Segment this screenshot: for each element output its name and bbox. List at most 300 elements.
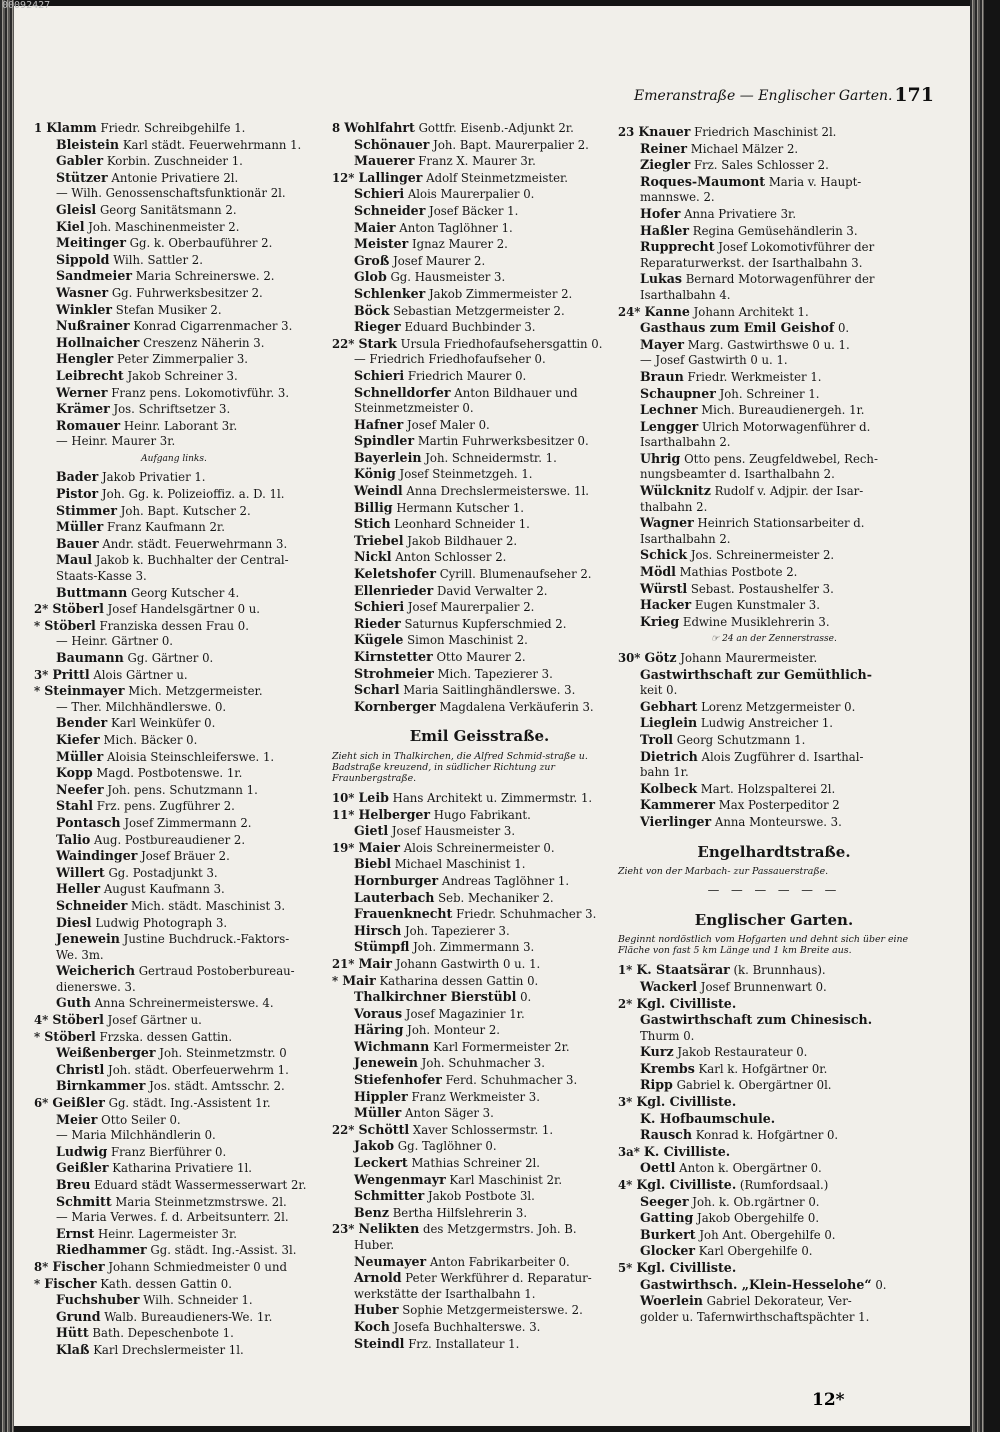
resident-details: Alois Zugführer d. Isarthal- [701, 749, 864, 764]
resident-details: Lorenz Metzgermeister 0. [701, 699, 856, 714]
directory-entry [34, 1112, 314, 1129]
house-number: * [34, 684, 45, 699]
directory-entry [618, 1094, 930, 1111]
directory-entry [332, 1221, 627, 1238]
resident-details: Adolf Steinmetzmeister. [426, 170, 568, 185]
resident-name: Kopp [56, 765, 93, 781]
resident-details: Jakob Obergehilfe 0. [697, 1211, 820, 1226]
resident-name: Leckert [354, 1155, 408, 1171]
resident-name: Schieri [354, 186, 405, 202]
resident-name: Biebl [354, 856, 392, 872]
resident-name: Stimmer [56, 502, 117, 518]
resident-name: Lengger [640, 418, 699, 434]
page-header [634, 84, 934, 106]
resident-details: Mathias Postbote 2. [679, 565, 798, 580]
resident-name: Knauer [638, 124, 691, 139]
house-number: 3* [34, 667, 53, 682]
directory-entry [332, 1302, 627, 1319]
resident-name: Glob [354, 269, 387, 285]
entry-continuation: thalbahn 2. [640, 499, 708, 514]
resident-name: Hollnaicher [56, 334, 140, 350]
resident-name: Wohlfahrt [344, 120, 415, 135]
directory-entry [332, 649, 627, 666]
directory-entry [332, 1138, 627, 1155]
directory-entry [618, 206, 930, 223]
directory-entry [34, 120, 314, 137]
resident-name: Burkert [640, 1226, 696, 1242]
directory-entry [618, 781, 930, 798]
directory-entry [332, 682, 627, 699]
house-number: 3a* [618, 1144, 644, 1159]
directory-entry [332, 170, 627, 187]
resident-details: Friedr. Schuhmacher 3. [456, 907, 597, 922]
resident-details: Anton Säger 3. [405, 1106, 494, 1121]
directory-entry [332, 890, 627, 907]
house-number: 8 [332, 121, 345, 135]
directory-entry [34, 552, 314, 569]
resident-name: Lieglein [640, 715, 698, 731]
directory-entry [34, 202, 314, 219]
directory-entry [34, 715, 314, 732]
resident-name: Böck [354, 302, 390, 318]
entry-continuation: Staats-Kasse 3. [56, 569, 147, 584]
house-number: 23* [332, 1222, 359, 1237]
resident-details: Michael Maschinist 1. [394, 857, 526, 872]
resident-details: Karl Drechslermeister 1l. [93, 1342, 244, 1357]
directory-entry [332, 666, 627, 683]
separator-dashes: — — — — — — [707, 883, 841, 898]
directory-entry [34, 782, 314, 799]
resident-name: Seeger [640, 1193, 689, 1209]
resident-name: Kornberger [354, 698, 436, 714]
resident-details: Josef Maurer 2. [393, 253, 486, 268]
resident-details: (Rumfordsaal.) [739, 1178, 829, 1193]
resident-details: Gg. Gärtner 0. [127, 651, 214, 665]
resident-details: Anna Privatiere 3r. [684, 206, 797, 221]
resident-name: Stich [354, 516, 391, 532]
resident-name: Maul [56, 552, 93, 568]
directory-entry [618, 547, 930, 564]
directory-entry [332, 1022, 627, 1039]
entry-continuation: — Ther. Milchhändlerswe. 0. [56, 699, 227, 714]
directory-entry [332, 417, 627, 434]
resident-name: Rieder [354, 615, 401, 631]
resident-name: Werner [56, 384, 108, 400]
street-heading: Engelhardtstraße. [697, 842, 851, 861]
directory-entry [34, 302, 314, 319]
resident-name: Stützer [56, 169, 108, 185]
resident-details: Cyrill. Blumenaufseher 2. [439, 567, 592, 582]
directory-entry [332, 220, 627, 237]
resident-details: Gg. k. Oberbauführer 2. [129, 236, 273, 251]
resident-details: Ferd. Schuhmacher 3. [445, 1073, 578, 1088]
resident-name: Benz [354, 1204, 389, 1220]
resident-details: Gertraud Postoberbureau- [138, 964, 295, 979]
directory-entry [332, 1089, 627, 1106]
resident-details: Frz. Installateur 1. [408, 1336, 520, 1351]
directory-entry [332, 1155, 627, 1172]
resident-name: Neefer [56, 781, 104, 797]
house-number: 3* [618, 1095, 637, 1110]
house-number: 8* [34, 1259, 53, 1274]
resident-name: Mair [342, 972, 376, 988]
resident-details: Josef Gärtner u. [107, 1013, 202, 1028]
resident-details: Maria v. Haupt- [768, 174, 862, 189]
resident-details: Johann Architekt 1. [693, 304, 809, 319]
directory-entry [332, 856, 627, 873]
resident-name: Schlenker [354, 285, 426, 301]
resident-name: Rieger [354, 319, 401, 335]
resident-name: Götz [644, 650, 677, 665]
resident-name: Lallinger [358, 169, 423, 185]
resident-details: Hans Architekt u. Zimmermstr. 1. [392, 790, 593, 805]
directory-entry [332, 583, 627, 600]
resident-details: Katharina dessen Gattin 0. [379, 973, 539, 988]
directory-entry [34, 915, 314, 932]
house-number: 19* [332, 840, 359, 855]
directory-entry [34, 268, 314, 285]
resident-details: Martin Fuhrwerksbesitzer 0. [417, 434, 589, 449]
resident-name: Sippold [56, 251, 110, 267]
resident-details: Kath. dessen Gattin 0. [100, 1276, 232, 1291]
directory-entry [34, 153, 314, 170]
directory-entry [34, 765, 314, 782]
resident-name: Kiefer [56, 731, 100, 747]
resident-details: Josef Maurerpalier 2. [407, 600, 535, 615]
directory-entry [332, 203, 627, 220]
directory-entry [34, 486, 314, 503]
resident-details: Alois Schreinermeister 0. [403, 840, 555, 855]
resident-name: Meitinger [56, 235, 126, 251]
resident-name: Würstl [640, 580, 688, 596]
resident-name: Schick [640, 547, 688, 563]
resident-details: Joh. Maschinenmeister 2. [88, 219, 240, 234]
resident-details: Anna Drechslermeisterswe. 1l. [406, 484, 589, 499]
resident-name: Bayerlein [354, 449, 422, 465]
resident-name: Mödl [640, 564, 676, 580]
directory-entry [34, 995, 314, 1012]
directory-entry [34, 650, 314, 667]
resident-details: Walb. Bureaudieners-We. 1r. [104, 1309, 273, 1324]
resident-details: Katharina Privatiere 1l. [112, 1161, 252, 1176]
resident-details: Leonhard Schneider 1. [394, 517, 530, 532]
resident-details: Gottfr. Eisenb.-Adjunkt 2r. [418, 121, 574, 135]
directory-entry [618, 157, 930, 174]
resident-name: Schnelldorfer [354, 384, 451, 400]
resident-name: Kgl. Civilliste. [636, 1094, 737, 1110]
resident-details: Jakob Zimmermeister 2. [428, 286, 573, 301]
resident-details: Josef Maler 0. [407, 417, 490, 432]
directory-entry [618, 564, 930, 581]
resident-name: Weißenberger [56, 1045, 156, 1061]
directory-entry [618, 515, 930, 532]
directory-entry [34, 931, 314, 948]
directory-entry [332, 1188, 627, 1205]
resident-details: Aug. Postbureaudiener 2. [94, 832, 246, 847]
resident-details: Heinr. Laborant 3r. [123, 418, 238, 433]
resident-details: Simon Maschinist 2. [407, 633, 528, 648]
resident-details: Friedrich Maschinist 2l. [694, 125, 837, 139]
entry-continuation: nungsbeamter d. Isarthalbahn 2. [640, 467, 835, 482]
resident-details: Johann Schmiedmeister 0 und [108, 1259, 287, 1274]
resident-details: Peter Zimmerpalier 3. [117, 352, 249, 367]
directory-entry [34, 1325, 314, 1342]
resident-details: Heinrich Stationsarbeiter d. [697, 516, 865, 531]
resident-details: Mich. Bäcker 0. [103, 732, 198, 747]
resident-details: Hugo Fabrikant. [433, 807, 531, 822]
resident-name: Klaß [56, 1341, 90, 1357]
directory-entry [34, 1276, 314, 1293]
resident-name: Wackerl [640, 978, 698, 994]
resident-details: Karl Formermeister 2r. [433, 1039, 570, 1054]
resident-name: Rausch [640, 1127, 692, 1143]
resident-name: Schneider [56, 897, 128, 913]
directory-entry [34, 503, 314, 520]
resident-details: Johann Maurermeister. [680, 651, 818, 665]
resident-details: Ignaz Maurer 2. [412, 237, 508, 252]
resident-details: Mathias Schreiner 2l. [411, 1156, 540, 1171]
directory-entry [618, 223, 930, 240]
resident-name: Fischer [52, 1258, 105, 1274]
resident-name: Bauer [56, 535, 99, 551]
entry-continuation: Reparaturwerkst. der Isarthalbahn 3. [640, 255, 863, 270]
resident-name: Hengler [56, 351, 114, 367]
directory-entry [332, 566, 627, 583]
resident-details: Ludwig Anstreicher 1. [700, 716, 833, 731]
directory-entry [332, 466, 627, 483]
resident-name: Lauterbach [354, 889, 435, 905]
entry-continuation: bahn 1r. [640, 765, 689, 780]
directory-entry [618, 732, 930, 749]
resident-details: Joh. k. Ob.rgärtner 0. [692, 1194, 820, 1209]
directory-entry [332, 433, 627, 450]
house-number: * [34, 1276, 45, 1291]
resident-name: Klamm [46, 120, 97, 135]
house-number: * [34, 618, 45, 633]
directory-entry [34, 667, 314, 684]
directory-entry [332, 906, 627, 923]
resident-name: Lechner [640, 402, 698, 418]
resident-name: Meister [354, 236, 409, 252]
resident-details: Otto Maurer 2. [436, 650, 526, 664]
directory-entry [618, 597, 930, 614]
directory-entry [34, 318, 314, 335]
resident-name: Stark [358, 335, 397, 351]
directory-entry [332, 807, 627, 824]
resident-name: Haßler [640, 222, 690, 238]
resident-details: Franz pens. Lokomotivführ. 3. [111, 385, 290, 400]
page-number: 171 [894, 84, 934, 106]
resident-details: Alois Maurerpalier 0. [407, 187, 535, 202]
street-description: Zieht von der Marbach- zur Passauerstraße. [618, 866, 829, 878]
directory-entry [618, 1144, 930, 1161]
resident-name: Winkler [56, 301, 113, 317]
directory-entry [618, 749, 930, 766]
directory-entry [618, 1260, 930, 1277]
resident-name: Spindler [354, 433, 415, 449]
directory-entry [34, 469, 314, 486]
resident-details: Karl Obergehilfe 0. [698, 1244, 813, 1259]
directory-entry [332, 303, 627, 320]
resident-name: Krembs [640, 1060, 695, 1076]
directory-entry [34, 1342, 314, 1359]
resident-name: Gastwirthschaft zur Gemüthlich- [640, 666, 872, 682]
directory-entry [332, 286, 627, 303]
resident-details: Otto pens. Zeugfeldwebel, Rech- [684, 451, 878, 466]
house-number: 22* [332, 336, 359, 351]
street-heading: Englischer Garten. [694, 910, 854, 929]
resident-name: Waindinger [56, 848, 138, 864]
directory-entry [332, 1105, 627, 1122]
resident-name: Jakob [354, 1138, 395, 1154]
directory-entry [332, 533, 627, 550]
resident-details: 0. [838, 321, 850, 336]
directory-entry [332, 137, 627, 154]
directory-entry [332, 319, 627, 336]
resident-details: Mich. städt. Maschinist 3. [131, 898, 286, 913]
resident-name: Steinmayer [44, 683, 125, 699]
resident-details: Bernard Motorwagenführer der [685, 272, 875, 287]
directory-entry [618, 451, 930, 468]
directory-entry [618, 715, 930, 732]
resident-name: Wasner [56, 284, 109, 300]
resident-details: Gabriel k. Obergärtner 0l. [676, 1078, 832, 1093]
resident-details: Edwine Musiklehrerin 3. [682, 614, 830, 629]
directory-entry [332, 549, 627, 566]
directory-entry [618, 1111, 930, 1128]
resident-details: Alois Gärtner u. [93, 667, 188, 682]
directory-entry [332, 500, 627, 517]
resident-details: Creszenz Näherin 3. [143, 335, 265, 350]
directory-entry [34, 170, 314, 187]
directory-entry [34, 1029, 314, 1046]
resident-details: Josef Handelsgärtner 0 u. [107, 602, 260, 617]
resident-details: des Metzgermstrs. Joh. B. [422, 1222, 577, 1237]
resident-details: Stefan Musiker 2. [115, 302, 222, 317]
resident-name: König [354, 466, 396, 482]
directory-entry [332, 516, 627, 533]
directory-entry [34, 252, 314, 269]
resident-name: Uhrig [640, 450, 681, 466]
resident-name: Pistor [56, 486, 99, 502]
house-number: 11* [332, 807, 359, 822]
house-number: 4* [34, 1013, 53, 1028]
resident-details: Gg. städt. Ing.-Assistent 1r. [108, 1096, 271, 1111]
resident-details: Jakob Bildhauer 2. [407, 533, 518, 548]
house-number: 23 [618, 125, 639, 139]
entry-continuation: — Friedrich Friedhofaufseher 0. [354, 352, 546, 367]
resident-name: Hafner [354, 416, 404, 432]
resident-details: Ursula Friedhofaufsehersgattin 0. [400, 336, 603, 351]
resident-details: August Kaufmann 3. [103, 882, 225, 897]
directory-entry [618, 667, 930, 684]
resident-name: Rupprecht [640, 239, 715, 255]
directory-entry [618, 814, 930, 831]
directory-entry [332, 873, 627, 890]
resident-name: Geißler [56, 1160, 109, 1176]
resident-details: Eduard Buchbinder 3. [404, 320, 536, 335]
directory-entry [332, 1270, 627, 1287]
entry-continuation: — Heinr. Maurer 3r. [56, 434, 176, 449]
directory-entry [332, 1205, 627, 1222]
resident-name: Müller [56, 519, 104, 535]
directory-entry [332, 253, 627, 270]
directory-entry [332, 1039, 627, 1056]
resident-details: Antonie Privatiere 2l. [111, 170, 239, 185]
house-number: 12* [332, 170, 359, 185]
resident-details: Josef Hausmeister 3. [391, 824, 516, 839]
directory-entry [618, 581, 930, 598]
street-description: Zieht sich in Thalkirchen, die Alfred Schmid-straße u. Badstraße kreuzend, in südlicher Richtung zur Fraunbergstraße. [332, 750, 588, 784]
resident-name: Wichmann [354, 1038, 430, 1054]
resident-name: Riedhammer [56, 1242, 147, 1258]
resident-details: Friedr. Schreibgehilfe 1. [100, 121, 246, 135]
section-note: ☞ 24 an der Zennerstrasse. [711, 634, 837, 645]
directory-entry [618, 141, 930, 158]
resident-details: Joh. Tapezierer 3. [404, 923, 510, 938]
directory-entry [332, 699, 627, 716]
resident-name: Kügele [354, 632, 404, 648]
resident-name: Kgl. Civilliste. [636, 995, 737, 1011]
resident-details: Joh. Schreiner 1. [719, 386, 820, 401]
resident-details: Franz Werkmeister 3. [411, 1089, 540, 1104]
resident-name: Reiner [640, 140, 688, 156]
resident-details: Sebast. Postaushelfer 3. [690, 581, 834, 596]
resident-name: Müller [56, 748, 104, 764]
resident-name: Oettl [640, 1160, 676, 1176]
directory-entry [34, 1078, 314, 1095]
resident-details: Josefa Buchhalterswe. 3. [393, 1319, 541, 1334]
resident-name: Stöberl [52, 601, 104, 617]
resident-name: Sandmeier [56, 268, 132, 284]
resident-name: Müller [354, 1105, 402, 1121]
resident-details: Aloisia Steinschleiferswe. 1. [107, 749, 275, 764]
directory-entry [34, 401, 314, 418]
resident-name: Hacker [640, 597, 692, 613]
resident-details: Andr. städt. Feuerwehrmann 3. [102, 536, 288, 551]
resident-details: Sebastian Metzgermeister 2. [393, 303, 565, 318]
resident-name: Jenewein [56, 931, 120, 947]
resident-name: Kolbeck [640, 780, 698, 796]
resident-name: Dietrich [640, 748, 698, 764]
resident-details: Josef Lokomotivführer der [718, 240, 875, 255]
resident-name: Wülcknitz [640, 483, 711, 499]
directory-entry [332, 923, 627, 940]
resident-name: Schöttl [358, 1121, 410, 1137]
resident-name: Kanne [644, 303, 690, 319]
resident-details: Franz Bierführer 0. [110, 1144, 227, 1159]
resident-name: Leibrecht [56, 367, 124, 383]
resident-details: Georg Sanitätsmann 2. [99, 202, 237, 217]
left-page-edge [0, 0, 14, 1432]
directory-entry [332, 1254, 627, 1271]
resident-name: Wagner [640, 515, 694, 531]
directory-entry [332, 236, 627, 253]
resident-details: David Verwalter 2. [436, 583, 548, 598]
directory-entry [332, 385, 627, 402]
resident-details: Johann Gastwirth 0 u. 1. [395, 956, 541, 971]
resident-details: Jakob Postbote 3l. [428, 1189, 535, 1204]
resident-details: Joh. Bapt. Maurerpalier 2. [433, 137, 589, 152]
resident-name: Huber [354, 1302, 399, 1318]
directory-entry [34, 1309, 314, 1326]
street-description: Beginnt nordöstlich vom Hofgarten und dehnt sich über eine Fläche von fast 5 km Länge und 1 km Breite aus. [618, 934, 909, 957]
directory-entry [618, 386, 930, 403]
resident-name: Maier [358, 839, 400, 855]
resident-name: Schieri [354, 599, 405, 615]
directory-entry [618, 1127, 930, 1144]
resident-name: Gastwirthschaft zum Chinesisch. [640, 1012, 873, 1028]
